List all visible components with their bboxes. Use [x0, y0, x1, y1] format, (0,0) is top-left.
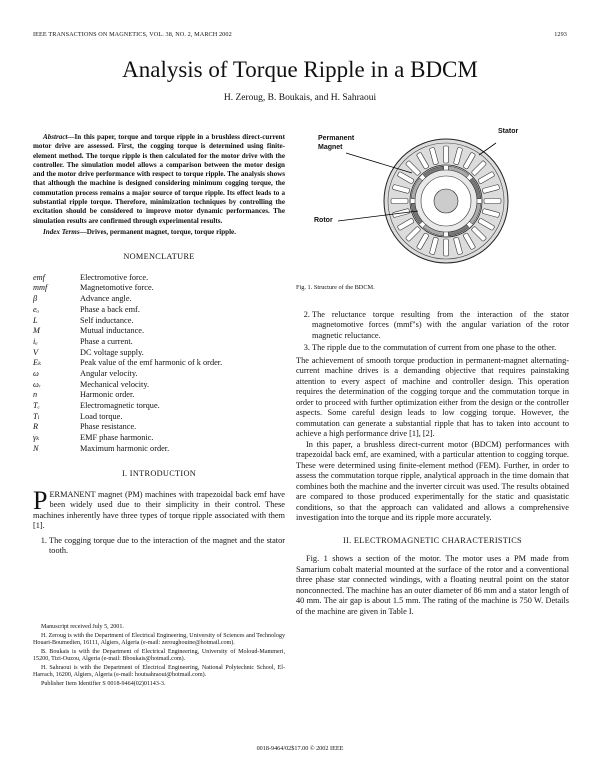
journal-name: IEEE TRANSACTIONS ON MAGNETICS, VOL. 38, NO. 2, MARCH 2002 — [33, 31, 232, 38]
bdcm-structure-diagram — [296, 133, 569, 273]
nomenclature-definition: Phase a current. — [80, 336, 133, 346]
index-terms-text: Drives, permanent magnet, torque, torque ripple. — [86, 227, 236, 236]
nomenclature-symbol: R — [33, 422, 39, 432]
running-header — [33, 31, 567, 38]
stator-slot — [484, 199, 501, 204]
nomenclature-symbol: emf — [33, 272, 45, 282]
nomenclature-row — [33, 326, 285, 337]
footnote-zeroug: H. Zeroug is with the Department of Electrical Engineering, University of Sciences and Technology Houari-Boumedien, 16111, Algiers, Algeria (e-mail: zeroughouine@hotmail.com). — [33, 632, 285, 646]
paper-title: Analysis of Torque Ripple in a BDCM — [122, 57, 478, 82]
list-item: 2. The reluctance torque resulting from the interaction of the stator magnetomotive forces (mmf"s) with the angular variation of the rotor magnetic reluctance. — [312, 310, 569, 342]
copyright-footer: 0018-9464/02$17.00 © 2002 IEEE — [256, 745, 344, 752]
index-terms — [33, 228, 285, 237]
nomenclature-row — [33, 294, 285, 305]
nomenclature-definition: Maximum harmonic order. — [80, 443, 170, 453]
abstract — [33, 133, 285, 226]
label-magnet: Magnet — [318, 144, 343, 151]
nomenclature-definition: Magnetomotive force. — [80, 283, 154, 293]
nomenclature-row — [33, 369, 285, 380]
torque-ripple-list-b — [296, 310, 569, 354]
nomenclature-symbol: ω — [33, 368, 39, 378]
right-column — [296, 128, 569, 617]
nomenclature-row — [33, 316, 285, 327]
nomenclature-heading: NOMENCLATURE — [123, 252, 195, 262]
torque-ripple-list-a — [33, 536, 285, 557]
drop-cap: P — [33, 485, 48, 515]
abstract-text: In this paper, torque and torque ripple in a brushless direct-current motor drive are assessed. First, the cogging torque is determined using finite-element method. The torque ripple is then calculated for the motor drive with the controller. The simulation model allows a comparison between the motor design and the motor drive performance with respect to torque ripple. The analysis shows that although the machine is designed considering minimum cogging torque, the commutation process remains a major source of torque ripple. Its effect leads to a substantial ripple torque. Therefore, minimization techniques by controlling the excitation should be considered to improve motor dynamic performances. The simulation results are confirmed through experimental results. — [33, 133, 285, 225]
nomenclature-row — [33, 390, 285, 401]
nomenclature-symbol: ωᵣ — [33, 379, 41, 389]
section-2-heading: II. ELECTROMAGNETIC CHARACTERISTICS — [343, 535, 522, 545]
nomenclature-row — [33, 273, 285, 284]
abstract-label: Abstract— — [43, 133, 75, 141]
nomenclature-definition: Load torque. — [80, 411, 123, 421]
nomenclature-definition: Electromotive force. — [80, 272, 149, 282]
nomenclature-row — [33, 401, 285, 412]
page-number: 1293 — [554, 31, 567, 38]
nomenclature-definition: EMF phase harmonic. — [80, 433, 154, 443]
nomenclature-row — [33, 283, 285, 294]
nomenclature-symbol: eₐ — [33, 304, 40, 314]
nomenclature-definition: Peak value of the emf harmonic of k order. — [80, 358, 223, 368]
intro-paragraph-3: In this paper, a brushless direct-current motor (BDCM) performances with trapezoidal back emf, are examined, with a particular attention to cogging torque. These were determined using finite-element method (FEM). Further, in order to assess the commutation torque ripple, analytical approach in the time domain that combines both the machine and the inverter circuit was used. The results obtained are compared to those produced experimentally for the static and quasistatic conditions, so that the approach can validated and allows a comprehensive investigation into the torque and its ripple more accurately. — [296, 439, 569, 522]
nomenclature-list — [33, 273, 285, 455]
nomenclature-symbol: Tₗ — [33, 411, 40, 421]
nomenclature-definition: Advance angle. — [80, 294, 132, 304]
nomenclature-row — [33, 305, 285, 316]
nomenclature-symbol: Eₖ — [33, 358, 42, 368]
left-column — [33, 133, 285, 559]
section-2-paragraph-1: Fig. 1 shows a section of the motor. The motor uses a PM made from Samarium cobalt material mounted at the surface of the rotor and a conventional three phase star connected windings, with a floating neutral point on the stator nonconnected. The machine has an outer diameter of 86 mm and a stator length of 40 mm. The air gap is about 1.5 mm. The rating of the machine is 750 W. Details of the machine are given in Table I. — [296, 554, 569, 616]
stator-slot — [444, 146, 449, 163]
nomenclature-definition: Self inductance. — [80, 315, 134, 325]
nomenclature-definition: Harmonic order. — [80, 390, 135, 400]
label-stator: Stator — [498, 128, 519, 135]
nomenclature-row — [33, 412, 285, 423]
figure-1 — [296, 128, 569, 273]
footnote-boukais: B. Boukais is with the Department of Electrical Engineering, University of Moloud-Mammeri, 15200, Tizi-Ouzou, Algeria (e-mail: Bboukais@hotmail.com). — [33, 648, 285, 662]
introduction-heading: I. INTRODUCTION — [121, 469, 197, 479]
list-item: 3. The ripple due to the commutation of current from one phase to the other. — [312, 343, 569, 354]
nomenclature-symbol: M — [33, 326, 40, 336]
figure-caption: Fig. 1. Structure of the BDCM. — [296, 284, 375, 291]
nomenclature-definition: Phase a back emf. — [80, 304, 140, 314]
author-list: H. Zeroug, B. Boukais, and H. Sahraoui — [223, 93, 377, 103]
intro-paragraph-1-text: ERMANENT magnet (PM) machines with trapezoidal back emf have been widely used due to their simplicity in their control. These machines inherently have three types of torque ripple associated with them [1]. — [33, 489, 285, 531]
label-rotor: Rotor — [314, 217, 333, 224]
nomenclature-symbol: Tₑ — [33, 401, 40, 411]
footnote-received: Manuscript received July 5, 2001. — [41, 624, 124, 630]
nomenclature-definition: Electromagnetic torque. — [80, 401, 160, 411]
nomenclature-row — [33, 444, 285, 455]
intro-paragraph-2: The achievement of smooth torque production in permanent-magnet alternating-current machine drives is a demanding objective that requires painstaking attention to every aspect of machine and controller design. This operation requires the determination of the cogging torque and the commutation torque in order to proceed with further optimization either from the design or the controller aspects. Some careful design leads to low cogging torque. However, the commutation can generate a substantial ripple that has to taken into account to achieve a high performance drive [1], [2]. — [296, 355, 569, 438]
nomenclature-definition: Mutual inductance. — [80, 326, 145, 336]
list-item: 1. The cogging torque due to the interaction of the magnet and the stator tooth. — [49, 536, 285, 557]
footnote-publisher-id: Publisher Item Identifier S 0018-9464(02)01143-3. — [41, 680, 166, 687]
stator-slot — [391, 199, 408, 204]
nomenclature-symbol: L — [33, 315, 38, 325]
nomenclature-symbol: β — [33, 294, 38, 304]
index-terms-label: Index Terms— — [43, 227, 87, 236]
nomenclature-row — [33, 380, 285, 391]
intro-paragraph-1 — [33, 485, 285, 532]
footnotes — [33, 624, 285, 689]
nomenclature-definition: Angular velocity. — [80, 368, 138, 378]
nomenclature-row — [33, 348, 285, 359]
nomenclature-symbol: N — [33, 443, 39, 453]
nomenclature-row — [33, 358, 285, 369]
nomenclature-row — [33, 422, 285, 433]
nomenclature-symbol: mmf — [33, 283, 48, 293]
stator-slot — [444, 239, 449, 256]
nomenclature-definition: Mechanical velocity. — [80, 379, 150, 389]
footnote-sahraoui: H. Sahraoui is with the Department of Electrical Engineering, National Polytechnic School, El-Harrach, 16200, Algiers, Algeria (e-mail: houtsahraoui@hotmail.com). — [33, 664, 285, 678]
nomenclature-row — [33, 433, 285, 444]
nomenclature-definition: DC voltage supply. — [80, 347, 144, 357]
nomenclature-symbol: n — [33, 390, 38, 400]
nomenclature-symbol: γₖ — [33, 433, 40, 443]
nomenclature-symbol: V — [33, 347, 39, 357]
nomenclature-symbol: iₐ — [33, 336, 38, 346]
label-permanent: Permanent — [318, 135, 355, 142]
nomenclature-definition: Phase resistance. — [80, 422, 137, 432]
nomenclature-row — [33, 337, 285, 348]
